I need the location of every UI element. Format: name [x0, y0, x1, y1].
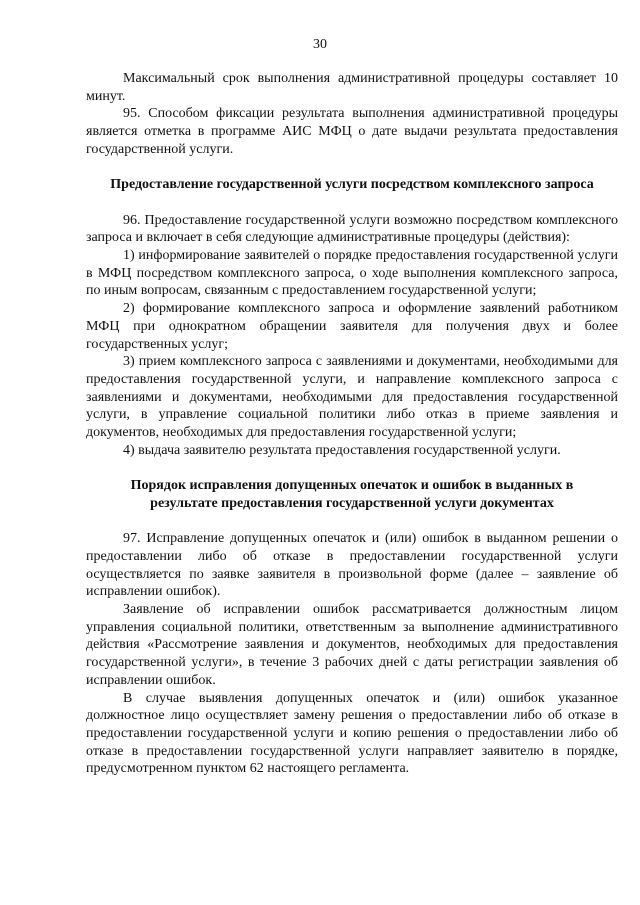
- paragraph: 96. Предоставление государственной услуги возможно посредством комплексного запроса и включает в себя следующие административные процедуры (действия):: [86, 212, 618, 246]
- blank-line: [86, 194, 618, 212]
- paragraph: Заявление об исправлении ошибок рассматривается должностным лицом управления социальной политики, ответственным за выполнение административного действия «Рассмотрение заявления и документов, необходимых для предоставления государственной услуги», в течение 3 рабочих дней с даты регистрации заявления об исправлении ошибок.: [86, 602, 618, 688]
- paragraph: 97. Исправление допущенных опечаток и (или) ошибок в выданном решении о предоставлении либо об отказе в предоставлении государственной услуги осуществляется по заявке заявителя в произвольной форме (далее – заявление об исправлении ошибок).: [86, 531, 618, 600]
- paragraph: Максимальный срок выполнения административной процедуры составляет 10 минут.: [86, 71, 618, 104]
- list-item: 2) формирование комплексного запроса и оформление заявлений работником МФЦ при однократном обращении заявителя для получения двух и более государственных услуг;: [86, 301, 618, 352]
- blank-line: [86, 459, 618, 477]
- paragraph: 95. Способом фиксации результата выполнения административной процедуры является отметка в программе АИС МФЦ о дате выдачи результата предоставления государственной услуги.: [86, 106, 618, 157]
- section-heading: Предоставление государственной услуги посредством комплексного запроса: [110, 177, 594, 193]
- list-item: 3) прием комплексного запроса с заявлениями и документами, необходимыми для предоставления государственной услуги, и направление комплексного запроса с заявлениями и документами, необходимыми для предоставления государственной услуги, в управление социальной политики либо отказ в приеме заявления и документов, необходимых для предоставления государственной услуги;: [86, 354, 618, 441]
- blank-line: [86, 159, 618, 177]
- blank-line: [86, 513, 618, 531]
- section-heading: Порядок исправления допущенных опечаток и ошибок в выданных в результате предоставления государственной услуги документах: [130, 478, 574, 511]
- list-item: 4) выдача заявителю результата предоставления государственной услуги.: [123, 442, 561, 458]
- paragraph: В случае выявления допущенных опечаток и (или) ошибок указанное должностное лицо осуществляет замену решения о предоставлении либо об отказе в предоставлении государственной услуги и копию решения о предоставлении либо об отказе в предоставлении государственной услуги направляет заявителю в порядке, предусмотренном пунктом 62 настоящего регламента.: [86, 690, 618, 777]
- list-item: 1) информирование заявителей о порядке предоставления государственной услуги в МФЦ посредством комплексного запроса, о ходе выполнения комплексного запроса, по иным вопросам, связанным с предоставлением государственной услуги;: [86, 248, 618, 299]
- document-body: [86, 70, 618, 778]
- page-number: 30: [313, 37, 327, 52]
